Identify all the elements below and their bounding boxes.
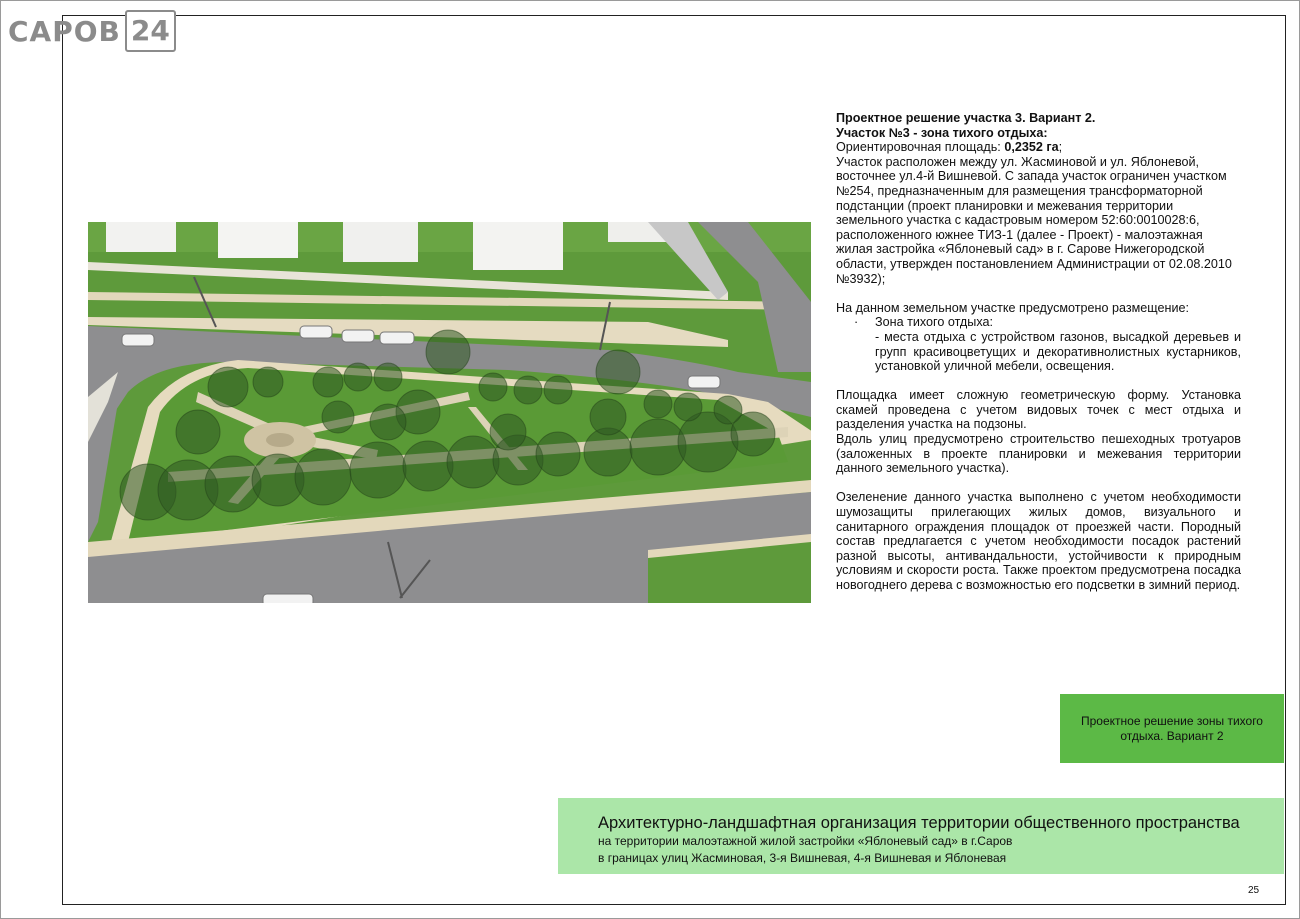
plot-heading: Участок №3 - зона тихого отдыха: [836,125,1048,140]
paragraph-sidewalks: Вдоль улиц предусмотрено строительство пешеходных тротуаров (заложенных в проекте планировки и межевания территории данного земельного участка). [836,432,1241,476]
project-title-band [558,798,1284,874]
bullet-description: - места отдыха с устройством газонов, высадкой деревьев и групп красивоцветущих и декоративнолистных кустарников, установкой уличной мебели, освещения. [875,329,1241,374]
paragraph-geometry: Площадка имеет сложную геометрическую форму. Установка скамей проведена с учетом видовых точек с мест отдыха и разделения участка на подзоны. [836,388,1241,432]
area-line [836,140,1241,155]
landscape-render-image [88,222,811,603]
bullet-title: Зона тихого отдыха: [875,315,993,330]
project-title: Архитектурно-ландшафтная организация территории общественного пространства [598,814,1240,832]
section-heading: Проектное решение участка 3. Вариант 2. [836,111,1096,125]
sarov24-logo[interactable] [8,10,176,52]
location-line: земельного участка с кадастровым номером 52:60:0010028:6, [836,213,1200,228]
location-line: жилая застройка «Яблоневый сад» в г. Сарове Нижегородской [836,242,1205,257]
location-line: №3932); [836,271,886,286]
area-value: 0,2352 га [1004,140,1059,155]
project-subtitle-2: в границах улиц Жасминовая, 3-я Вишневая, 4-я Вишневая и Яблоневая [598,851,1007,865]
page-number: 25 [1248,885,1260,896]
project-subtitle-1: на территории малоэтажной жилой застройки «Яблоневый сад» в г.Саров [598,834,1013,848]
variant-label-box [1060,694,1284,763]
bullet-item [836,315,1241,330]
location-line: подстанции (проект планировки и межевания территории [836,198,1174,213]
location-line: Участок расположен между ул. Жасминовой и ул. Яблоневой, [836,154,1200,169]
logo-number-box: 24 [125,10,176,52]
location-line: восточнее ул.4-й Вишневой. С запада участок ограничен участком [836,169,1227,184]
variant-label-text: Проектное решение зоны тихого отдыха. Вариант 2 [1081,713,1263,743]
location-line: №254, предназначенным для размещения трансформаторной [836,183,1203,198]
bullet-marker: · [854,315,859,330]
logo-text: САРОВ [8,14,121,48]
area-suffix: ; [1058,140,1063,155]
area-label: Ориентировочная площадь: [836,140,1005,155]
paragraph-landscaping: Озеленение данного участка выполнено с учетом необходимости шумозащиты прилегающих жилых домов, визуального и санитарного ограждения площадок от проезжей части. Породный состав предлагается с учетом необходимости посадок растений разной высоты, антивандальности, устойчивости к природным условиям и скорости роста. Также проектом предусмотрена посадка новогоднего дерева с возможностью его подсветки в зимний период. [836,490,1241,592]
description-text-block [836,111,1241,593]
provided-intro: На данном земельном участке предусмотрено размещение: [836,300,1189,315]
location-line: расположенного южнее ТИЗ-1 (далее - Проект) - малоэтажная [836,227,1203,242]
location-line: области, утвержден постановлением Администрации от 02.08.2010 [836,256,1232,271]
